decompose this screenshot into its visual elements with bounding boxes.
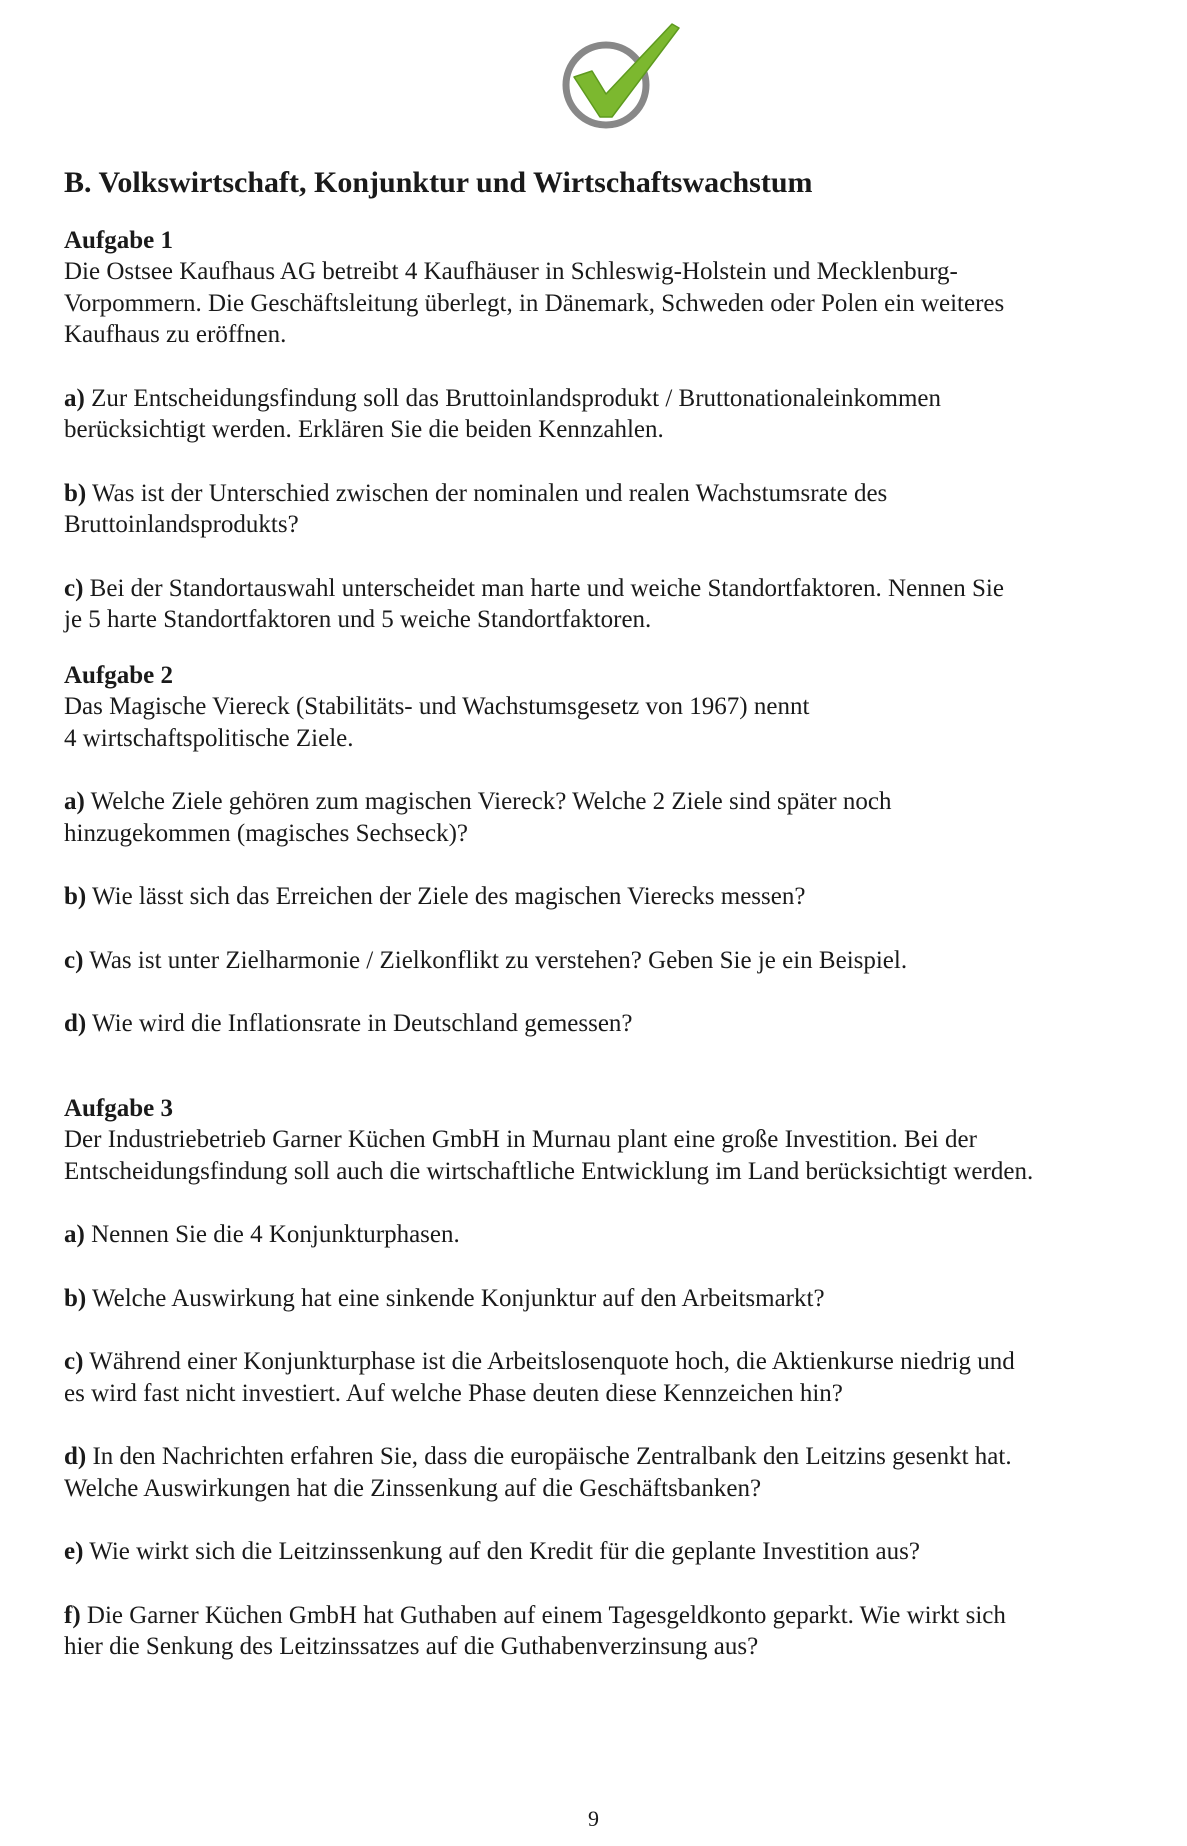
intro-line: Entscheidungsfindung soll auch die wirtschaftliche Entwicklung im Land berücksichtigt werden. — [64, 1157, 1034, 1185]
intro-line: Kaufhaus zu eröffnen. — [64, 321, 287, 348]
intro-line: Vorpommern. Die Geschäftsleitung überlegt, in Dänemark, Schweden oder Polen ein weiteres — [64, 289, 1005, 317]
question-text: je 5 harte Standortfaktoren und 5 weiche Standortfaktoren. — [64, 606, 652, 633]
question-a — [64, 383, 1144, 446]
question-c — [64, 1346, 1144, 1409]
question-text: hinzugekommen (magisches Sechseck)? — [64, 819, 469, 847]
task-intro — [64, 1124, 1144, 1187]
question-b — [64, 478, 1144, 541]
section-title: B. Volkswirtschaft, Konjunktur und Wirtschaftswachstum — [64, 166, 813, 199]
question-label: f) — [64, 1601, 81, 1629]
question-text: Die Garner Küchen GmbH hat Guthaben auf einem Tagesgeldkonto geparkt. Wie wirkt sich — [80, 1601, 1006, 1629]
question-d — [64, 1008, 1144, 1040]
question-label: b) — [64, 883, 87, 910]
question-text: Welche Auswirkungen hat die Zinssenkung auf die Geschäftsbanken? — [64, 1474, 762, 1502]
question-text: Bruttoinlandsprodukts? — [64, 511, 299, 538]
question-e — [64, 1536, 1144, 1568]
task-1 — [64, 225, 1144, 636]
question-text: Welche Ziele gehören zum magischen Viereck? Welche 2 Ziele sind später noch — [84, 788, 892, 815]
question-c — [64, 945, 1144, 977]
intro-line: 4 wirtschaftspolitische Ziele. — [64, 724, 354, 752]
question-text: Wie wird die Inflationsrate in Deutschland gemessen? — [86, 1010, 633, 1037]
question-f — [64, 1600, 1144, 1663]
task-title: Aufgabe 2 — [64, 662, 174, 689]
question-label: c) — [64, 1348, 84, 1375]
question-a — [64, 1219, 1144, 1251]
question-text: Wie wirkt sich die Leitzinssenkung auf den Kredit für die geplante Investition aus? — [83, 1538, 920, 1565]
page-number: 9 — [588, 1806, 599, 1831]
question-text: Zur Entscheidungsfindung soll das Bruttoinlandsprodukt / Bruttonationaleinkommen — [84, 384, 941, 412]
question-text: berücksichtigt werden. Erklären Sie die beiden Kennzahlen. — [64, 416, 664, 443]
question-text: Wie lässt sich das Erreichen der Ziele des magischen Vierecks messen? — [86, 883, 806, 910]
question-text: Bei der Standortauswahl unterscheidet man harte und weiche Standortfaktoren. Nennen Sie — [83, 574, 1004, 602]
task-title: Aufgabe 1 — [64, 227, 174, 254]
question-text: Was ist der Unterschied zwischen der nominalen und realen Wachstumsrate des — [86, 479, 888, 507]
question-text: Was ist unter Zielharmonie / Zielkonflikt zu verstehen? Geben Sie je ein Beispiel. — [83, 946, 908, 974]
question-label: b) — [64, 479, 87, 507]
question-text: Während einer Konjunkturphase ist die Arbeitslosenquote hoch, die Aktienkurse niedrig und — [83, 1348, 1015, 1375]
checkmark-icon — [552, 22, 687, 137]
question-c — [64, 573, 1144, 636]
task-intro — [64, 691, 1144, 754]
question-label: a) — [64, 1221, 85, 1248]
question-label: d) — [64, 1443, 87, 1470]
question-label: e) — [64, 1538, 84, 1565]
question-text: In den Nachrichten erfahren Sie, dass die europäische Zentralbank den Leitzins gesenkt hat. — [86, 1443, 1012, 1470]
task-3 — [64, 1093, 1144, 1663]
intro-line: Der Industriebetrieb Garner Küchen GmbH in Murnau plant eine große Investition. Bei der — [64, 1126, 977, 1153]
question-text: Welche Auswirkung hat eine sinkende Konjunktur auf den Arbeitsmarkt? — [86, 1284, 825, 1312]
question-label: a) — [64, 384, 85, 412]
question-label: b) — [64, 1284, 87, 1312]
question-b — [64, 1283, 1144, 1315]
task-2 — [64, 660, 1144, 1040]
question-label: d) — [64, 1010, 87, 1037]
intro-line: Das Magische Viereck (Stabilitäts- und Wachstumsgesetz von 1967) nennt — [64, 693, 810, 720]
question-label: c) — [64, 574, 84, 602]
checkmark-logo — [552, 22, 687, 137]
task-title: Aufgabe 3 — [64, 1095, 174, 1122]
question-text: hier die Senkung des Leitzinssatzes auf die Guthabenverzinsung aus? — [64, 1633, 759, 1660]
question-a — [64, 786, 1144, 849]
question-d — [64, 1441, 1144, 1504]
question-label: a) — [64, 788, 85, 815]
question-text: Nennen Sie die 4 Konjunkturphasen. — [84, 1221, 460, 1248]
question-text: es wird fast nicht investiert. Auf welche Phase deuten diese Kennzeichen hin? — [64, 1379, 843, 1407]
question-label: c) — [64, 946, 84, 974]
question-b — [64, 881, 1144, 913]
intro-line: Die Ostsee Kaufhaus AG betreibt 4 Kaufhäuser in Schleswig-Holstein und Mecklenburg- — [64, 258, 958, 285]
task-intro — [64, 256, 1144, 351]
